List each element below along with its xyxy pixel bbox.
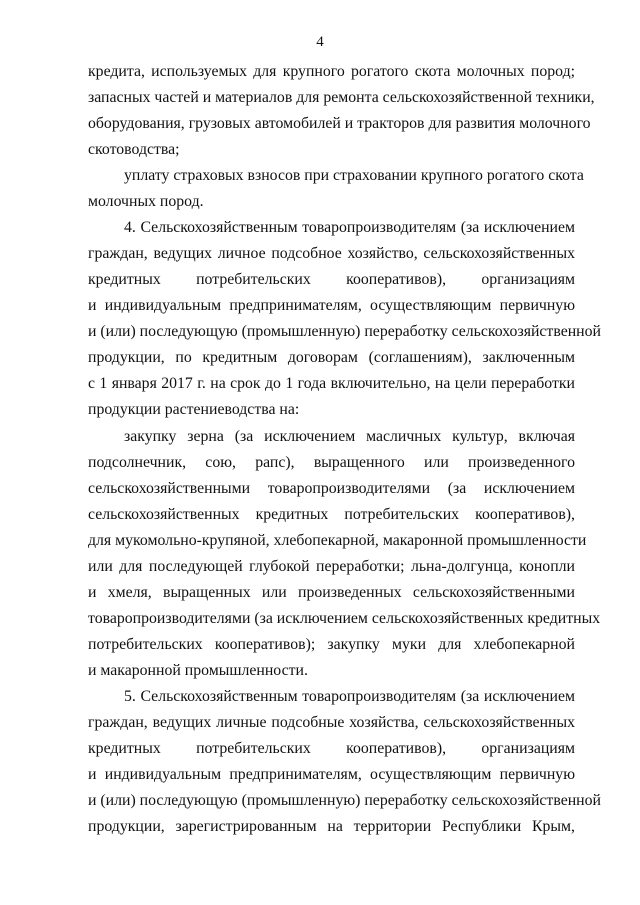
text-line: и индивидуальным предпринимателям, осуществляющим первичную: [88, 766, 575, 783]
text-line: и (или) последующую (промышленную) переработку сельскохозяйственной: [88, 792, 601, 809]
text-line: сельскохозяйственных кредитных потребительских кооперативов),: [88, 506, 575, 523]
text-line: или для последующей глубокой переработки; льна-долгунца, конопли: [88, 558, 575, 575]
text-line: 5. Сельскохозяйственным товаропроизводителям (за исключением: [124, 688, 575, 705]
text-line: продукции растениеводства на:: [88, 401, 300, 418]
text-line: запасных частей и материалов для ремонта сельскохозяйственной техники,: [88, 89, 595, 106]
page-number: 4: [316, 34, 324, 50]
text-line: подсолнечник, сою, рапс), выращенного или произведенного: [88, 454, 575, 471]
text-line: с 1 января 2017 г. на срок до 1 года включительно, на цели переработки: [88, 375, 575, 392]
text-line: и хмеля, выращенных или произведенных сельскохозяйственными: [88, 584, 575, 601]
text-line: молочных пород.: [88, 193, 204, 210]
text-line: граждан, ведущих личные подсобные хозяйства, сельскохозяйственных: [88, 714, 575, 731]
text-line: кредита, используемых для крупного рогатого скота молочных пород;: [88, 63, 575, 80]
text-line: оборудования, грузовых автомобилей и тракторов для развития молочного: [88, 115, 591, 132]
text-line: и макаронной промышленности.: [88, 662, 308, 679]
text-line: товаропроизводителями (за исключением сельскохозяйственных кредитных: [88, 610, 601, 627]
text-line: закупку зерна (за исключением масличных культур, включая: [124, 428, 575, 445]
text-line: для мукомольно-крупяной, хлебопекарной, макаронной промышленности: [88, 532, 587, 549]
text-line: продукции, по кредитным договорам (соглашениям), заключенным: [88, 349, 575, 366]
text-line: скотоводства;: [88, 141, 180, 158]
text-line: сельскохозяйственными товаропроизводителями (за исключением: [88, 480, 575, 497]
text-line: и (или) последующую (промышленную) переработку сельскохозяйственной: [88, 323, 601, 340]
text-line: кредитных потребительских кооперативов), организациям: [88, 740, 575, 757]
text-line: уплату страховых взносов при страховании крупного рогатого скота: [124, 167, 584, 184]
text-line: и индивидуальным предпринимателям, осуществляющим первичную: [88, 297, 575, 314]
text-line: потребительских кооперативов); закупку муки для хлебопекарной: [88, 636, 575, 653]
text-line: кредитных потребительских кооперативов), организациям: [88, 271, 575, 288]
text-line: граждан, ведущих личное подсобное хозяйство, сельскохозяйственных: [88, 245, 575, 262]
text-line: 4. Сельскохозяйственным товаропроизводителям (за исключением: [124, 219, 575, 236]
text-line: продукции, зарегистрированным на территории Республики Крым,: [88, 818, 575, 835]
